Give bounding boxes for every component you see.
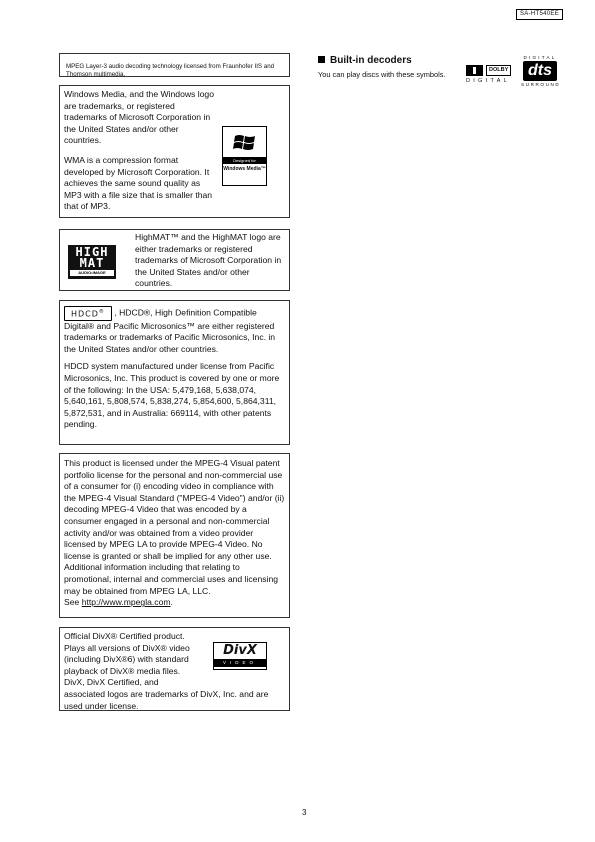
windows-logo-caption-1: Designed for <box>223 157 266 164</box>
divx-logo-word: DivX <box>223 643 257 658</box>
divx-line-3: (including DivX®6) with standard <box>64 654 189 665</box>
dolby-digital-logo <box>466 64 513 88</box>
mpegla-link[interactable]: http://www.mpegla.com <box>81 597 171 608</box>
dolby-logo-word: DOLBY <box>486 65 511 76</box>
divx-line-4: playback of DivX® media files. <box>64 665 181 676</box>
decoders-heading: Built-in decoders <box>318 55 445 66</box>
divx-logo-sub: VIDEO <box>214 659 266 667</box>
mpeg-layer3-text: MPEG Layer-3 audio decoding technology licensed from Fraunhofer IIS and Thomson multimedia. <box>66 63 275 79</box>
dts-logo-bottom: SURROUND <box>521 82 561 87</box>
mpeg4-notice <box>59 453 290 618</box>
divx-line-5: DivX, DivX Certified, and <box>64 677 159 688</box>
highmat-logo-line-2: MAT <box>79 256 105 270</box>
highmat-logo-sub: AUDIO•IMAGE <box>70 270 114 276</box>
built-in-decoders <box>318 55 445 79</box>
windows-flag-icon <box>233 132 257 154</box>
hdcd-notice <box>59 300 290 445</box>
mpeg4-period: . <box>170 597 173 608</box>
highmat-logo-line-1: HIGH <box>75 245 109 259</box>
dolby-double-d-icon <box>466 65 483 76</box>
divx-logo <box>213 642 267 670</box>
wma-description-text: WMA is a compression format developed by Microsoft Corporation. It achieves the same sound quality as MP3 with a file size that is smaller than that of MP3. <box>64 154 213 212</box>
divx-line-2: Plays all versions of DivX® video <box>64 642 190 653</box>
hdcd-license-text: HDCD system manufactured under license from Pacific Microsonics, Inc. This product is covered by one or more of the following: In the USA: 5,479,168, 5,638,074, 5,640,161, 5,808,574, 5,838,274, 5,854,600, 5,864,311, 5,872,531, and in Australia: 669114, with other patents pending. <box>64 361 280 430</box>
divx-line-1: Official DivX® Certified product. <box>64 631 185 641</box>
dts-logo <box>521 55 559 93</box>
highmat-text: HighMAT™ and the HighMAT logo are either trademarks or registered trademarks of Microsoft Corporation in the United States and/or other countries. <box>135 232 282 289</box>
hdcd-trademark-text: , HDCD®, High Definition Compatible Digital® and Pacific Microsonics™ are either registered trademarks or trademarks of Pacific Microsonics, Inc. in the United States and/or other countries. <box>64 307 276 354</box>
dts-logo-word: dts <box>523 61 557 81</box>
dolby-logo-sub: DIGITAL <box>466 78 511 84</box>
page-number: 3 <box>302 808 307 817</box>
wma-trademark-text: Windows Media, and the Windows logo are trademarks, or registered trademarks of Microsoft Corporation in the United States and/or other countries. <box>64 89 214 146</box>
decoders-text: You can play discs with these symbols. <box>318 70 446 79</box>
windows-logo-caption-2: Windows Media™ <box>223 166 266 172</box>
highmat-notice <box>59 229 290 291</box>
dts-logo-top: DIGITAL <box>523 55 557 60</box>
mpeg4-text: This product is licensed under the MPEG-4 Visual patent portfolio license for the personal and non-commercial use of a consumer for (i) encoding video in compliance with the MPEG-4 Visual Standard ("MPEG-4 Video") and/or (ii) decoding MPEG-4 Video that was encoded by a consumer engaged in a personal and non-commercial activity and/or was obtained from a video provider licensed by MPEG LA to provide MPEG-4 Video. No license is granted or shall be implied for any other use. Additional information including that relating to promotional, internal and commercial uses and licensing may be obtained from MPEG LA, LLC. <box>64 458 285 596</box>
windows-media-logo <box>222 126 267 186</box>
mpeg-layer3-notice <box>59 53 290 77</box>
divx-tail-text: associated logos are trademarks of DivX, Inc. and are used under license. <box>64 688 269 711</box>
square-bullet-icon <box>318 56 325 63</box>
divx-notice <box>59 627 290 711</box>
mpeg4-see-label: See <box>64 597 82 608</box>
model-number-tag: SA-HT540EE <box>516 9 563 20</box>
highmat-logo <box>68 245 116 279</box>
hdcd-logo: HDCD® <box>64 306 112 321</box>
